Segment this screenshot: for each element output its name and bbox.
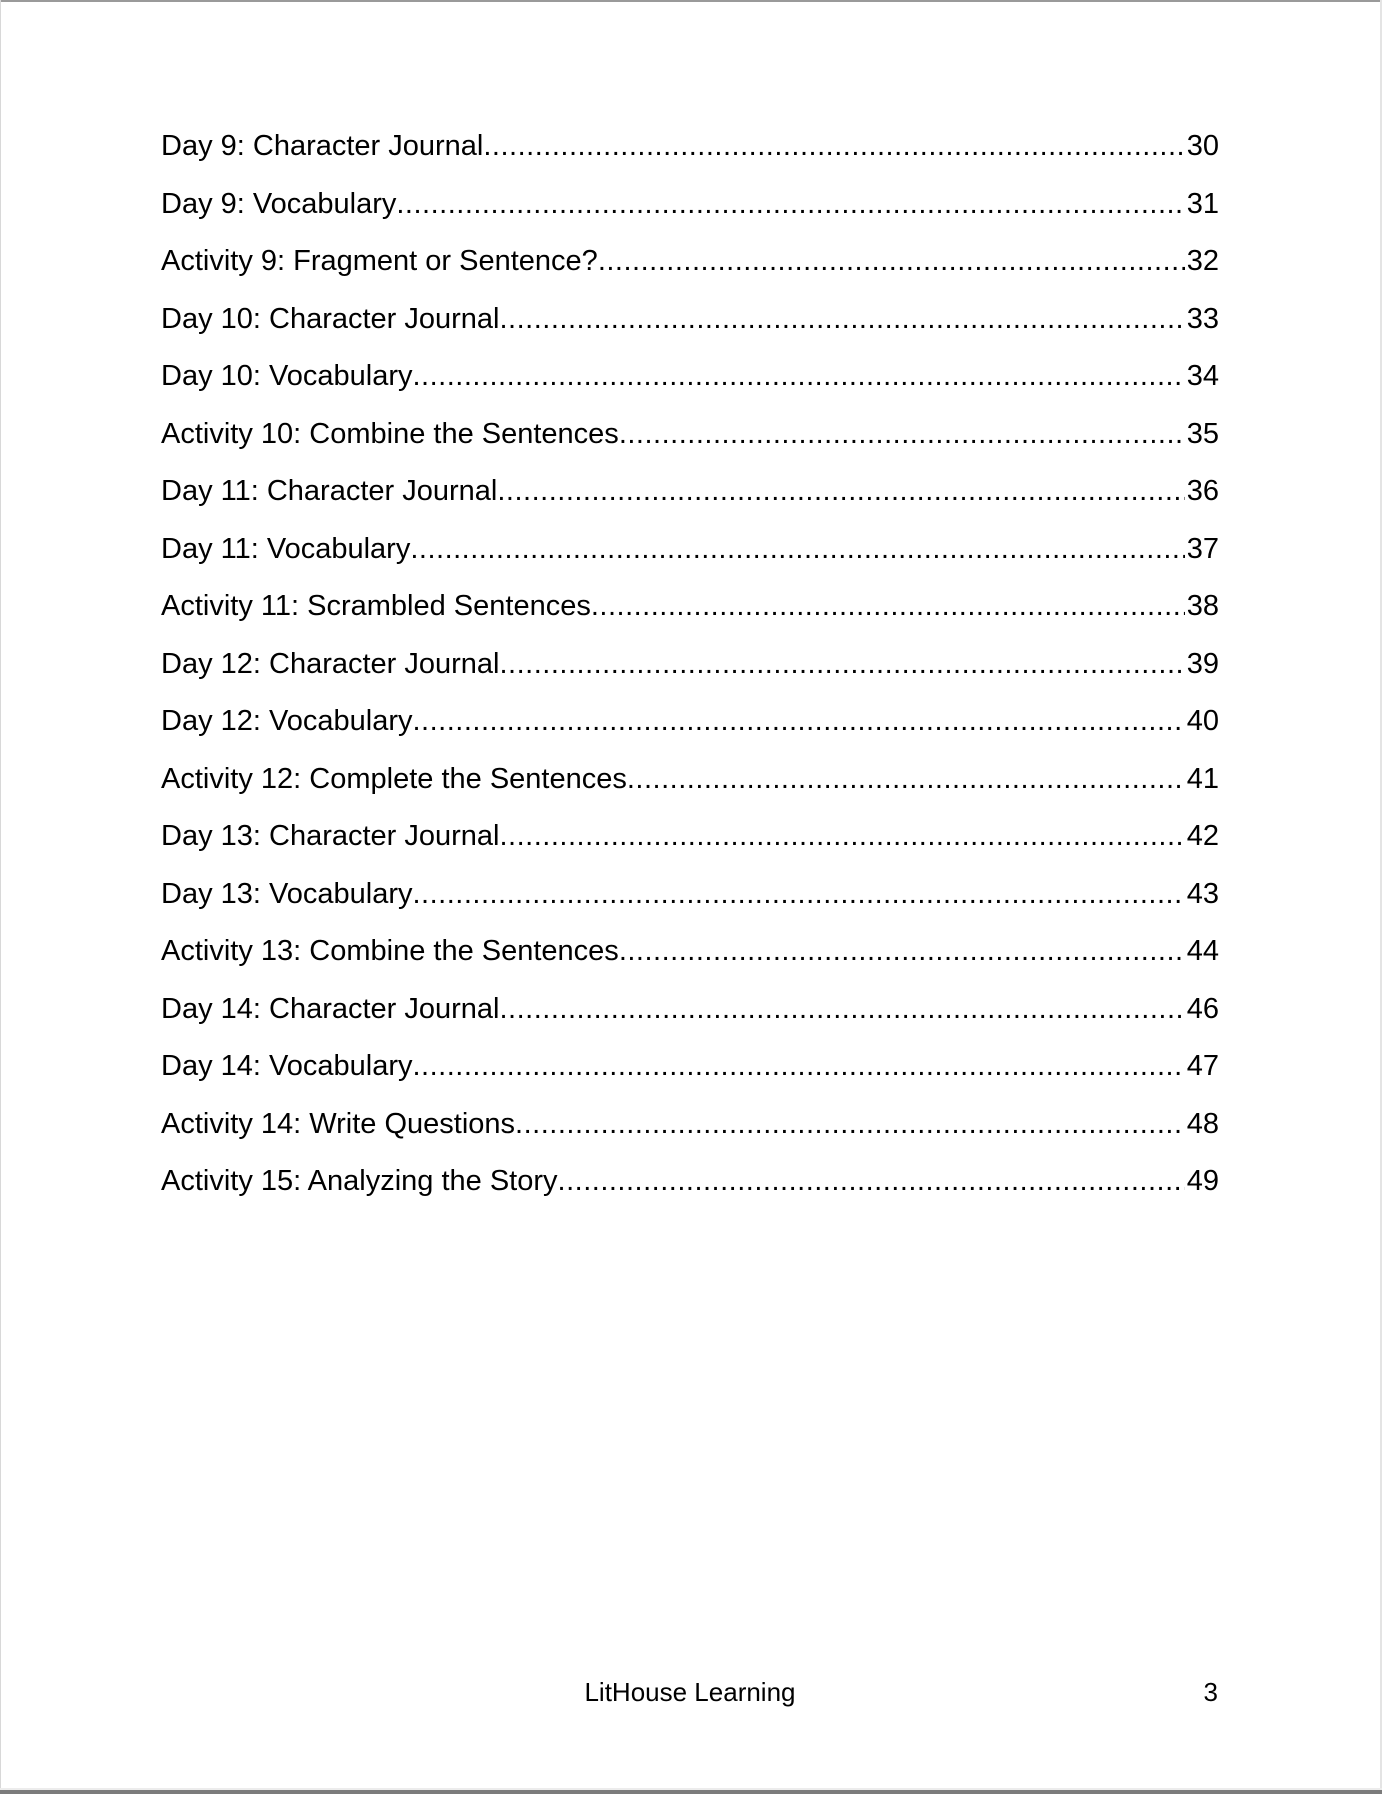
toc-entry[interactable]: [161, 1104, 1219, 1162]
toc-entry[interactable]: [161, 1161, 1219, 1219]
toc-entry[interactable]: [161, 586, 1219, 644]
toc-dot-leader: [412, 356, 1184, 396]
toc-entry-page-number: 44: [1186, 935, 1219, 967]
footer-publisher: [0, 1676, 1382, 1708]
toc-dot-leader: [410, 529, 1184, 569]
toc-entry-page-number: 42: [1186, 820, 1219, 852]
toc-dot-leader: [619, 414, 1185, 454]
toc-dot-leader: [396, 184, 1184, 224]
page-frame-left: [0, 0, 1, 1794]
toc-entry-page-number: 39: [1186, 647, 1219, 680]
toc-entry-page-number: 38: [1186, 590, 1219, 622]
toc-entry-title: Day 11: Vocabulary: [161, 532, 411, 565]
toc-dot-leader: [500, 816, 1185, 856]
toc-dot-leader: [558, 1161, 1185, 1201]
toc-dot-leader: [412, 701, 1184, 741]
toc-entry[interactable]: [161, 471, 1219, 529]
toc-entry-page-number: 46: [1186, 992, 1219, 1025]
toc-entry-title: Activity 13: Combine the Sentences: [161, 935, 619, 967]
toc-entry[interactable]: [161, 529, 1219, 587]
toc-entry-title: Activity 10: Combine the Sentences: [161, 417, 619, 450]
toc-dot-leader: [500, 989, 1185, 1029]
toc-entry-page-number: 40: [1186, 705, 1219, 737]
toc-entry-title: Activity 12: Complete the Sentences: [161, 762, 627, 795]
toc-entry[interactable]: [161, 126, 1219, 184]
toc-entry-title: Day 11: Character Journal: [161, 475, 498, 507]
toc-entry[interactable]: [161, 414, 1219, 472]
toc-entry-page-number: 43: [1186, 877, 1219, 910]
footer-page-number: 3: [1203, 1677, 1218, 1707]
toc-entry-page-number: 30: [1186, 130, 1219, 162]
toc-entry[interactable]: [161, 644, 1219, 702]
toc-entry-title: Activity 15: Analyzing the Story: [161, 1165, 558, 1197]
toc-entry-page-number: 35: [1186, 417, 1219, 450]
toc-entry[interactable]: [161, 241, 1219, 299]
toc-entry-page-number: 41: [1186, 762, 1219, 795]
toc-entry-title: Day 12: Character Journal: [161, 647, 500, 680]
toc-entry-title: Day 14: Vocabulary: [161, 1050, 413, 1082]
toc-entry-title: Day 9: Character Journal: [161, 130, 484, 162]
toc-dot-leader: [497, 471, 1184, 511]
toc-entry-page-number: 37: [1186, 532, 1219, 565]
toc-entry-page-number: 32: [1186, 245, 1219, 277]
toc-entry-title: Activity 11: Scrambled Sentences: [161, 590, 591, 622]
toc-entry[interactable]: [161, 989, 1219, 1047]
toc-entry[interactable]: [161, 931, 1219, 989]
page-frame-bottom: [0, 1790, 1382, 1794]
toc-dot-leader: [515, 1104, 1185, 1144]
toc-dot-leader: [591, 586, 1185, 626]
toc-dot-leader: [412, 874, 1184, 914]
toc-entry-title: Activity 9: Fragment or Sentence?: [161, 245, 598, 277]
toc-entry-title: Activity 14: Write Questions: [161, 1107, 516, 1140]
toc-dot-leader: [598, 241, 1185, 281]
toc-dot-leader: [500, 299, 1185, 339]
toc-entry-page-number: 33: [1186, 302, 1219, 335]
toc-entry[interactable]: [161, 299, 1219, 357]
toc-entry-title: Day 10: Character Journal: [161, 302, 500, 335]
toc-entry[interactable]: [161, 701, 1219, 759]
toc-entry[interactable]: [161, 874, 1219, 932]
toc-entry-page-number: 36: [1186, 475, 1219, 507]
toc-entry-page-number: 48: [1186, 1107, 1219, 1140]
toc-entry-page-number: 47: [1186, 1050, 1219, 1082]
toc-dot-leader: [627, 759, 1185, 799]
toc-dot-leader: [412, 1046, 1184, 1086]
table-of-contents: [161, 126, 1219, 1219]
toc-entry-page-number: 34: [1186, 360, 1219, 392]
toc-entry[interactable]: [161, 184, 1219, 242]
toc-entry-title: Day 10: Vocabulary: [161, 360, 413, 392]
toc-dot-leader: [483, 126, 1184, 166]
toc-dot-leader: [619, 931, 1185, 971]
toc-entry-title: Day 12: Vocabulary: [161, 705, 413, 737]
footer-publisher-text: LitHouse Learning: [584, 1677, 796, 1707]
toc-entry[interactable]: [161, 356, 1219, 414]
toc-dot-leader: [500, 644, 1185, 684]
toc-entry-title: Day 13: Character Journal: [161, 820, 500, 852]
toc-entry[interactable]: [161, 816, 1219, 874]
toc-entry[interactable]: [161, 1046, 1219, 1104]
toc-entry[interactable]: [161, 759, 1219, 817]
toc-entry-title: Day 13: Vocabulary: [161, 877, 413, 910]
page-frame-top: [0, 0, 1382, 2]
toc-entry-page-number: 49: [1186, 1165, 1219, 1197]
toc-entry-title: Day 9: Vocabulary: [161, 187, 397, 220]
toc-entry-page-number: 31: [1186, 187, 1219, 220]
toc-entry-title: Day 14: Character Journal: [161, 992, 500, 1025]
